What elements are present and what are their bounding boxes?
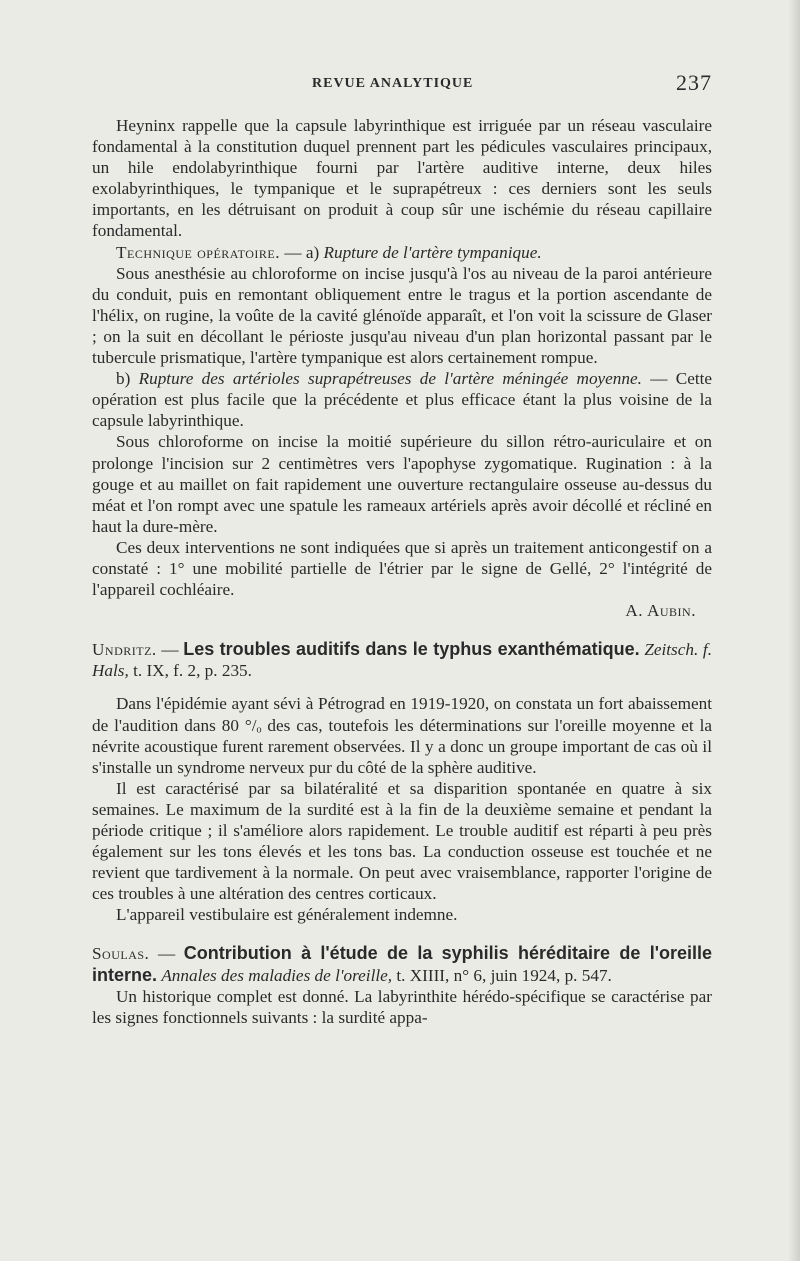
paragraph: L'appareil vestibulaire est généralement indemne.	[116, 905, 458, 925]
page-edge	[788, 0, 800, 1261]
page-header	[92, 70, 712, 98]
running-title: REVUE ANALYTIQUE	[312, 76, 474, 91]
technique-label: Technique opératoire.	[116, 242, 281, 262]
review-soulas	[92, 943, 712, 1027]
technique-heading	[92, 242, 712, 263]
review-author: Undritz.	[92, 640, 157, 660]
review-heading	[92, 639, 712, 681]
b-title: Rupture des artérioles suprapétreuses de l'artère méningée moyenne.	[138, 369, 642, 389]
paragraph: Il est caractérisé par sa bilatéralité et sa disparition spontanée en quatre à six semaines. Le maximum de la surdité est à la fin de la deuxième semaine et pendant la période critique ; il s'améliore alors rapidement. Le trouble auditif est réparti à peu près également sur les tons élevés et les tons bas. La conduction osseuse est touchée et ne revient que tardivement à la normale. On peut avec vraisemblance, rapporter l'origine de ces troubles à une altération des centres corticaux.	[92, 778, 712, 904]
technique-separator: — a)	[280, 242, 324, 262]
paragraph: Un historique complet est donné. La labyrinthite hérédo-spécifique se caractérise par les signes fonctionnels suivants : la surdité appa-	[92, 986, 712, 1027]
paragraph: Sous anesthésie au chloroforme on incise jusqu'à l'os au niveau de la paroi antérieure du conduit, puis en remontant obliquement entre le tragus et la portion ascendante de l'hélix, on rugine, la voûte de la cavité glénoïde apparaît, et l'on voit la scissure de Glaser ; on la suit en décollant le périoste jusqu'au niveau d'un plan horizontal passant par le tubercule prismatique, l'artère tympanique est alors certainement rompue.	[92, 263, 712, 368]
paragraph: Ces deux interventions ne sont indiquées que si après un traitement anticongestif on a constaté : 1° une mobilité partielle de l'étrier par le signe de Gellé, 2° l'intégrité de l'appareil cochléaire.	[92, 537, 712, 600]
page-body	[92, 115, 712, 1028]
citation: t. XIIII, n° 6, juin 1924, p. 547.	[392, 965, 612, 985]
review-heyninx	[92, 115, 712, 621]
spacer	[92, 621, 712, 639]
b-prefix: b)	[116, 369, 139, 389]
b-text: — Cette opération est plus facile que la précédente et plus efficace étant la plus voisine de la capsule labyrinthique.	[92, 369, 712, 431]
paragraph: Dans l'épidémie ayant sévi à Pétrograd en 1919-1920, on constata un fort abaissement de l'audition dans 80 °/ₒ des cas, toutefois les déterminations sur l'oreille moyenne et la névrite acoustique furent rarement observées. Il y a donc un groupe important de cas où il s'installe un syndrome nerveux pur du côté de la sphère auditive.	[92, 694, 712, 777]
page-number: 237	[676, 70, 712, 95]
journal-name: Zeitsch. f. Hals,	[92, 640, 713, 681]
spacer	[92, 681, 712, 693]
review-title: Contribution à l'étude de la syphilis héréditaire de l'oreille interne.	[92, 943, 712, 985]
review-author: Soulas.	[92, 944, 150, 964]
journal-name: Annales des maladies de l'oreille,	[161, 965, 393, 985]
review-title: Les troubles auditifs dans le typhus exanthématique.	[183, 639, 640, 660]
citation: t. IX, f. 2, p. 235.	[128, 661, 252, 681]
review-heading	[92, 943, 712, 985]
paragraph: Sous chloroforme on incise la moitié supérieure du sillon rétro-auriculaire et on prolonge l'incision sur 2 centimètres vers l'apophyse zygomatique. Rugination : à la gouge et au maillet on fait rapidement une ouverture rectangulaire osseuse au-dessus du méat et l'on rompt avec une spatule les rameaux artériels après avoir décollé et récliné en haut la dure-mère.	[92, 432, 712, 536]
review-undritz	[92, 639, 712, 925]
heading-dash: —	[149, 944, 184, 964]
spacer	[92, 925, 712, 943]
paragraph-b	[92, 368, 712, 431]
heading-dash: —	[156, 640, 184, 660]
technique-title: Rupture de l'artère tympanique.	[323, 242, 542, 262]
paragraph: Heyninx rappelle que la capsule labyrinthique est irriguée par un réseau vasculaire fondamental à la constitution duquel prennent part les pédicules vasculaires principaux, un hile endolabyrinthique fourni par l'artère auditive interne, deux hiles exolabyrinthiques, le tympanique et le suprapétreux : ces derniers sont les seuls importants, en les détruisant on produit à coup sûr une ischémie du réseau capillaire fondamental.	[92, 116, 712, 241]
signature: A. Aubin.	[625, 601, 696, 621]
